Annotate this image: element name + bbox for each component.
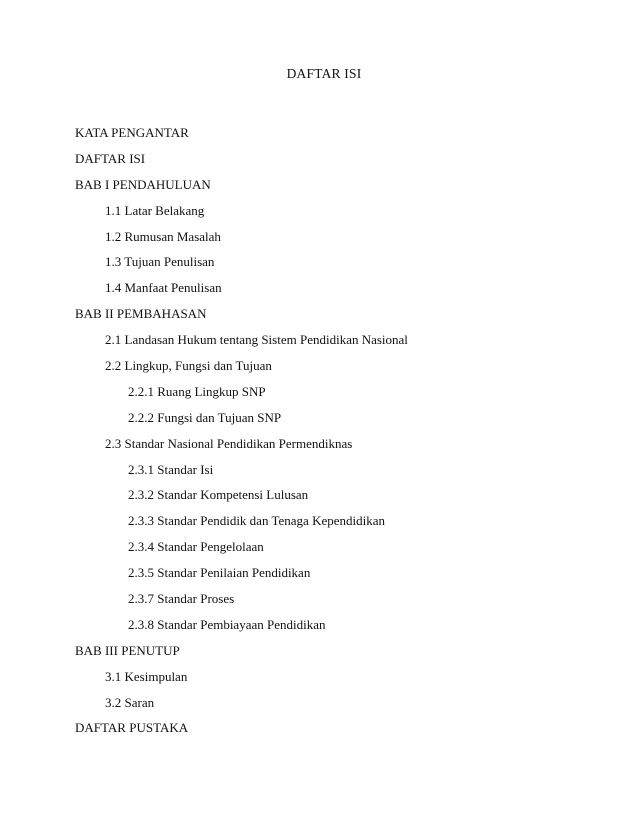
toc-entry: 2.3.4 Standar Pengelolaan [128,539,264,555]
toc-entry: 2.2.1 Ruang Lingkup SNP [128,383,266,399]
toc-entry: 2.2.2 Fungsi dan Tujuan SNP [128,409,282,425]
toc-entry: 2.3.1 Standar Isi [128,461,214,477]
toc-entry: BAB III PENUTUP [75,642,180,658]
toc-entry: DAFTAR PUSTAKA [75,720,189,736]
toc-entry: 1.3 Tujuan Penulisan [105,254,215,270]
toc-entry: BAB II PEMBAHASAN [75,306,207,322]
toc-entry: 3.2 Saran [105,694,155,710]
toc-entry: 2.2 Lingkup, Fungsi dan Tujuan [105,358,272,374]
toc-entry: 2.3.7 Standar Proses [128,591,235,607]
toc-entry: BAB I PENDAHULUAN [75,176,211,192]
page-title: DAFTAR ISI [286,66,362,81]
toc-entry: 2.3.3 Standar Pendidik dan Tenaga Kependidikan [128,513,385,529]
toc-entry: 2.3.8 Standar Pembiayaan Pendidikan [128,616,326,632]
toc-entry: DAFTAR ISI [75,150,146,166]
table-of-contents [75,120,408,741]
toc-entry: 1.1 Latar Belakang [105,202,205,218]
toc-entry: KATA PENGANTAR [75,125,189,140]
toc-entry: 1.4 Manfaat Penulisan [105,280,222,296]
toc-entry: 1.2 Rumusan Masalah [105,228,221,244]
toc-entry: 3.1 Kesimpulan [105,668,188,684]
toc-entry: 2.3.2 Standar Kompetensi Lulusan [128,487,309,503]
toc-entry: 2.3.5 Standar Penilaian Pendidikan [128,565,311,581]
toc-entry: 2.1 Landasan Hukum tentang Sistem Pendidikan Nasional [105,332,408,348]
toc-entry: 2.3 Standar Nasional Pendidikan Permendiknas [105,435,353,451]
